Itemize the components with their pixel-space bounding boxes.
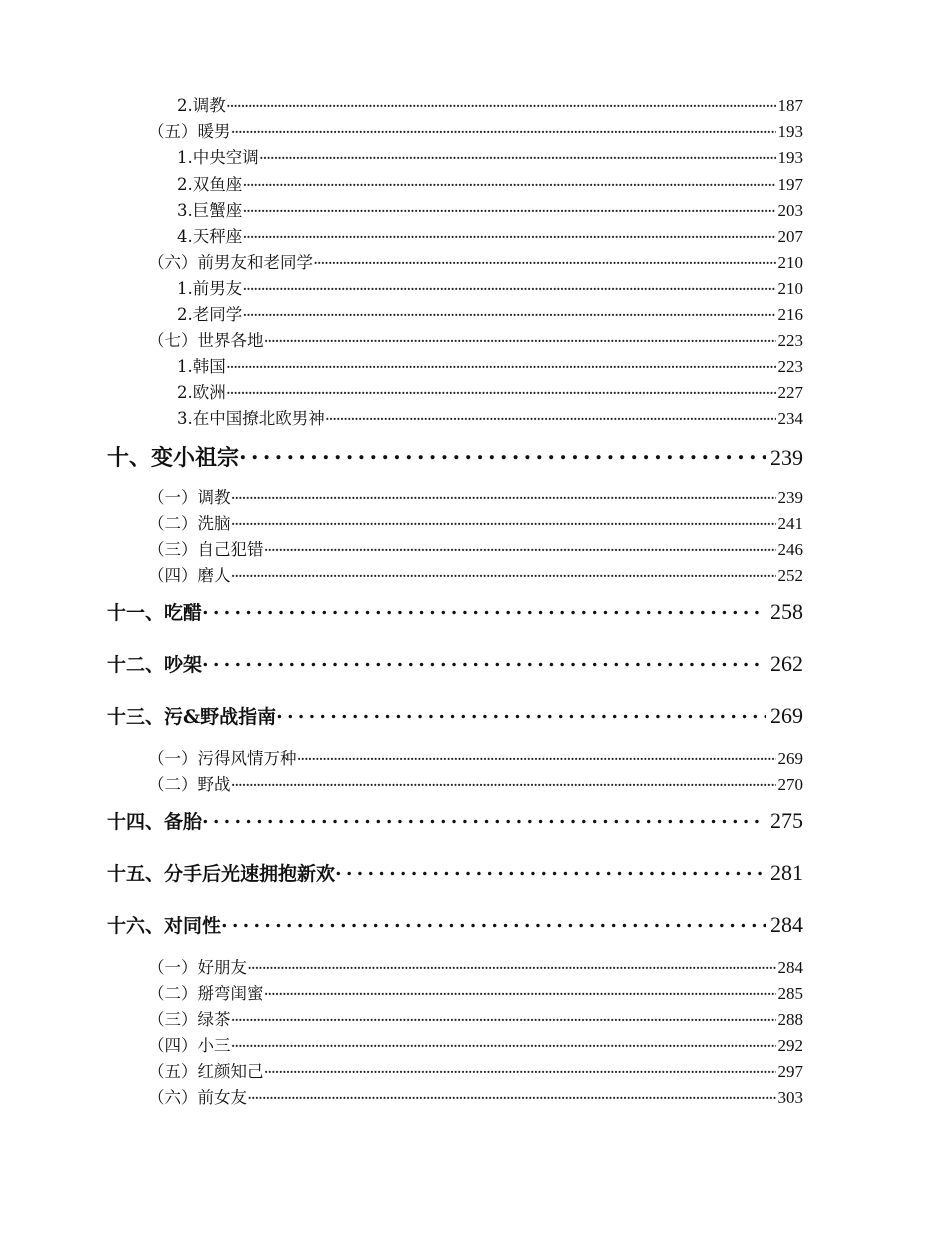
toc-entry-title: （六）前女友 [148, 1088, 247, 1107]
toc-entry[interactable] [0, 771, 928, 793]
toc-page-number: 223 [777, 331, 803, 350]
toc-chapter[interactable] [0, 807, 928, 837]
toc-entry-title: 4.天秤座 [177, 227, 243, 246]
toc-page-number: 241 [777, 514, 803, 533]
toc-entry-title: 十五、分手后光速拥抱新欢 [107, 863, 336, 885]
dot-leader [231, 119, 776, 137]
toc-entry-title: （七）世界各地 [148, 331, 264, 350]
toc-entry[interactable] [0, 1084, 928, 1106]
toc-page-number: 227 [777, 383, 803, 402]
dot-leader [231, 511, 776, 529]
dot-leader [264, 981, 776, 999]
dot-leader [247, 955, 776, 973]
toc-entry[interactable] [0, 980, 928, 1002]
toc-chapter[interactable] [0, 441, 928, 471]
toc-entry-title: （一）调教 [148, 488, 231, 507]
toc-entry-title: （二）掰弯闺蜜 [148, 984, 264, 1003]
dot-leader [297, 746, 776, 764]
toc-page-number: 239 [777, 488, 803, 507]
toc-entry[interactable] [0, 249, 928, 271]
toc-chapter[interactable] [0, 859, 928, 889]
toc-page-number: 284 [770, 912, 803, 937]
dot-leader [239, 441, 766, 465]
toc-page-number: 285 [777, 984, 803, 1003]
dot-leader [276, 702, 766, 723]
toc-entry[interactable] [0, 562, 928, 584]
toc-entry-title: （五）暖男 [148, 122, 231, 141]
dot-leader [313, 250, 776, 268]
toc-entry-title: （三）绿茶 [148, 1010, 231, 1029]
toc-entry[interactable] [0, 405, 928, 427]
dot-leader [231, 1007, 776, 1025]
toc-entry[interactable] [0, 223, 928, 245]
toc-entry-title: （四）磨人 [148, 566, 231, 585]
toc-chapter[interactable] [0, 911, 928, 941]
toc-entry[interactable] [0, 745, 928, 767]
toc-page-number: 292 [777, 1036, 803, 1055]
toc-page-number: 252 [777, 566, 803, 585]
dot-leader [264, 537, 776, 555]
toc-page-number: 234 [777, 409, 803, 428]
toc-entry[interactable] [0, 510, 928, 532]
dot-leader [226, 380, 776, 398]
dot-leader [231, 563, 776, 581]
toc-entry-title: （二）野战 [148, 775, 231, 794]
toc-entry-title: （一）好朋友 [148, 958, 247, 977]
toc-entry-title: 2.老同学 [177, 305, 243, 324]
toc-entry[interactable] [0, 954, 928, 976]
dot-leader [242, 224, 775, 242]
toc-page-number: 303 [777, 1088, 803, 1107]
toc-page-number: 193 [777, 122, 803, 141]
dot-leader [202, 598, 766, 619]
toc-entry[interactable] [0, 1058, 928, 1080]
toc-page-number: 281 [770, 860, 803, 885]
toc-page-number: 269 [777, 749, 803, 768]
dot-leader [242, 302, 775, 320]
toc-entry[interactable] [0, 1006, 928, 1028]
dot-leader [231, 772, 776, 790]
toc-entry-title: 3.在中国撩北欧男神 [177, 409, 325, 428]
dot-leader [259, 145, 776, 163]
dot-leader [247, 1085, 776, 1103]
toc-entry[interactable] [0, 536, 928, 558]
toc-entry-title: （一）污得风情万种 [148, 749, 297, 768]
toc-entry-title: 1.中央空调 [177, 148, 259, 167]
toc-entry-title: （五）红颜知己 [148, 1062, 264, 1081]
dot-leader [226, 354, 776, 372]
toc-chapter[interactable] [0, 702, 928, 732]
toc-entry[interactable] [0, 118, 928, 140]
dot-leader [264, 1059, 776, 1077]
toc-entry[interactable] [0, 327, 928, 349]
toc-entry-title: 2.欧洲 [177, 383, 226, 402]
dot-leader [242, 198, 775, 216]
toc-entry[interactable] [0, 275, 928, 297]
toc-entry-title: （三）自己犯错 [148, 540, 264, 559]
toc-entry-title: 十一、吃醋 [107, 602, 203, 624]
dot-leader [231, 1033, 776, 1051]
dot-leader [264, 328, 776, 346]
toc-entry[interactable] [0, 197, 928, 219]
dot-leader [325, 406, 776, 424]
toc-page-number: 239 [770, 445, 803, 471]
toc-page-number: 207 [777, 227, 803, 246]
toc-entry-title: （四）小三 [148, 1036, 231, 1055]
toc-page-number: 258 [770, 599, 803, 624]
toc-entry-title: 十、变小祖宗 [107, 445, 240, 472]
toc-page-number: 246 [777, 540, 803, 559]
toc-entry-title: 3.巨蟹座 [177, 201, 243, 220]
toc-page-number: 297 [777, 1062, 803, 1081]
toc-page-number: 203 [777, 201, 803, 220]
toc-entry-title: 十二、吵架 [107, 654, 203, 676]
toc-entry-title: 2.调教 [177, 96, 226, 115]
toc-entry[interactable] [0, 301, 928, 323]
toc-page-number: 284 [777, 958, 803, 977]
toc-page-number: 187 [777, 96, 803, 115]
toc-page-number: 270 [777, 775, 803, 794]
toc-entry[interactable] [0, 144, 928, 166]
toc-entry[interactable] [0, 379, 928, 401]
dot-leader [242, 276, 775, 294]
toc-page-number: 216 [777, 305, 803, 324]
toc-entry-title: （六）前男友和老同学 [148, 253, 313, 272]
toc-page-number: 288 [777, 1010, 803, 1029]
toc-entry[interactable] [0, 484, 928, 506]
toc-entry-title: 2.双鱼座 [177, 175, 243, 194]
toc-entry-title: 1.韩国 [177, 357, 226, 376]
toc-chapter[interactable] [0, 598, 928, 628]
toc-page-number: 193 [777, 148, 803, 167]
toc-entry[interactable] [0, 171, 928, 193]
dot-leader [202, 807, 766, 828]
toc-entry[interactable] [0, 92, 928, 114]
dot-leader [226, 93, 776, 111]
toc-page-number: 210 [777, 279, 803, 298]
toc-entry-title: 十三、污&野战指南 [107, 706, 277, 728]
toc-entry-title: 十四、备胎 [107, 811, 203, 833]
toc-page-number: 262 [770, 651, 803, 676]
dot-leader [335, 859, 766, 880]
toc-entry-title: 十六、对同性 [107, 915, 222, 937]
toc-page-number: 269 [770, 703, 803, 728]
toc-entry[interactable] [0, 1032, 928, 1054]
dot-leader [221, 911, 766, 932]
toc-entry[interactable] [0, 353, 928, 375]
toc-page-number: 210 [777, 253, 803, 272]
dot-leader [242, 172, 775, 190]
dot-leader [231, 485, 776, 503]
toc-entry-title: 1.前男友 [177, 279, 243, 298]
toc-page-number: 197 [777, 175, 803, 194]
toc-page-number: 275 [770, 808, 803, 833]
dot-leader [202, 650, 766, 671]
toc-entry-title: （二）洗脑 [148, 514, 231, 533]
toc-chapter[interactable] [0, 650, 928, 680]
toc-page-number: 223 [777, 357, 803, 376]
